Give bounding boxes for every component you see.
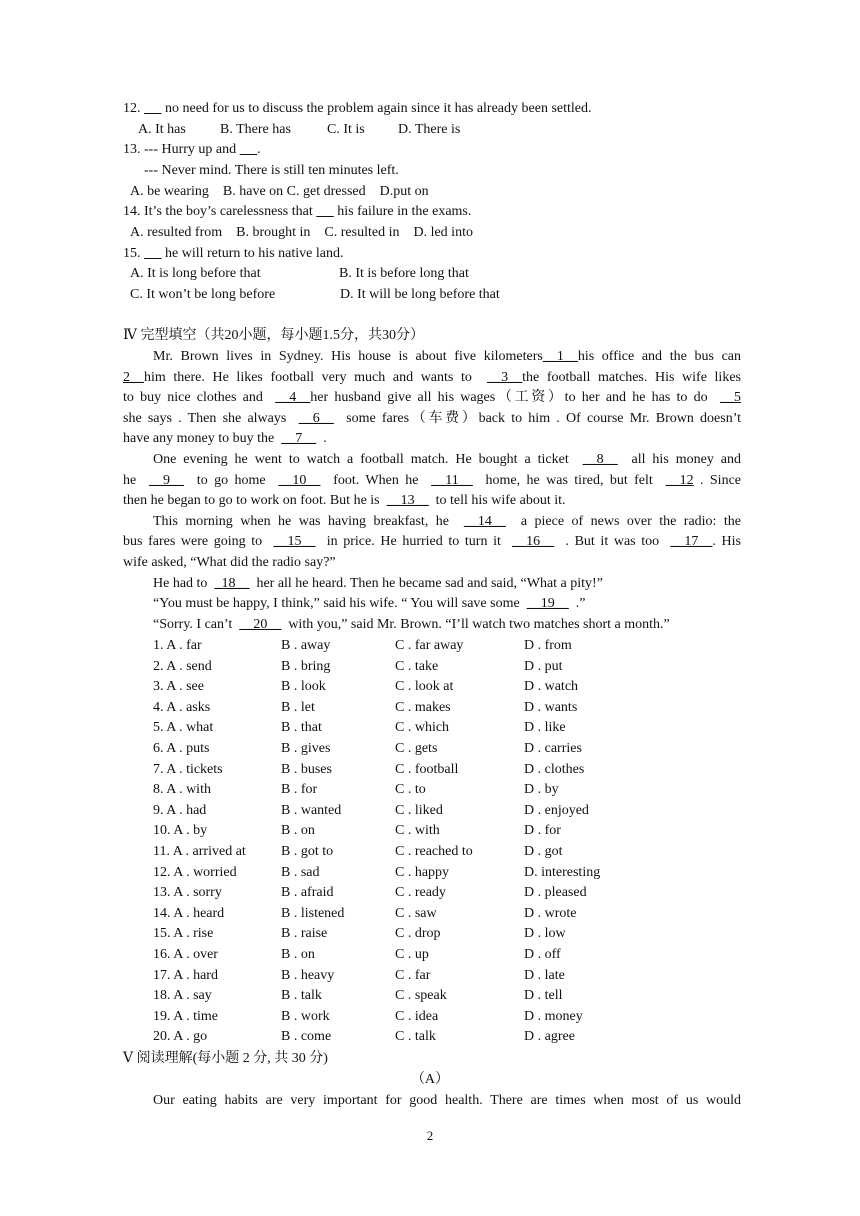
option-choice: 4. A . asks — [153, 700, 211, 715]
option-choice: 11. A . arrived at — [153, 844, 246, 859]
reading-first-line: Our eating habits are very important for good health. There are times when most of us would — [153, 1093, 741, 1108]
blank-number: __12 — [665, 473, 694, 488]
option-choice: B . listened — [281, 906, 345, 921]
option-choice: B . on — [281, 947, 315, 962]
option-choice: C . reached to — [395, 844, 473, 859]
option-choice: B . got to — [281, 844, 334, 859]
blank-number: __3__ — [487, 370, 523, 385]
passage-text: his office and the bus can — [577, 349, 741, 364]
passage-text: “You must be happy, I think,” said his wife. “ You will save some — [153, 596, 527, 611]
option-choice: 6. A . puts — [153, 741, 210, 756]
option-choice: C . speak — [395, 988, 447, 1003]
option-choice: B . look — [281, 679, 326, 694]
option-choice: D . low — [524, 926, 566, 941]
option-choice: B . for — [281, 782, 318, 797]
passage-text: then he began to go to work on foot. But he is — [123, 493, 387, 508]
passage-line — [123, 491, 741, 511]
option-choice: C . to — [395, 782, 426, 797]
option-choice: 2. A . send — [153, 659, 212, 674]
option-choice: 10. A . by — [153, 823, 208, 838]
passage-text: . His — [712, 534, 742, 549]
passage-text: him there. He likes football very much and wants to — [144, 370, 488, 385]
blank-number: __16__ — [512, 534, 555, 549]
option-choice: B . talk — [281, 988, 322, 1003]
option-choice: D . watch — [524, 679, 579, 694]
option-choice: D . money — [524, 1009, 583, 1024]
option-choice: 15. A . rise — [153, 926, 214, 941]
option-choice: B . bring — [281, 659, 331, 674]
option-choice: D . wants — [524, 700, 578, 715]
passage-text: He had to — [153, 576, 215, 591]
passage-text: a piece of news over the radio: the — [505, 514, 741, 529]
blank-number: __13__ — [386, 493, 429, 508]
option-choice: 13. A . sorry — [153, 885, 222, 900]
blank-number: __17__ — [670, 534, 713, 549]
option-choice: D . clothes — [524, 762, 585, 777]
option-choice: C . happy — [395, 865, 450, 880]
option-choice: D . enjoyed — [524, 803, 589, 818]
passage-line — [153, 512, 741, 532]
question-15-options-row1: A. It is long before that B. It is before long that — [130, 266, 469, 281]
question-12: 12. no need for us to discuss the problem again since it has already been settled. — [123, 101, 592, 116]
option-choice: 20. A . go — [153, 1029, 208, 1044]
page-number: 2 — [426, 1128, 434, 1143]
passage-text: Mr. Brown lives in Sydney. His house is about five kilometers — [153, 349, 543, 364]
option-choice: 8. A . with — [153, 782, 211, 797]
passage-line — [123, 388, 741, 408]
passage-line — [123, 532, 741, 552]
option-choice: C . look at — [395, 679, 454, 694]
blank-number: __4__ — [275, 390, 311, 405]
option-choice: 5. A . what — [153, 720, 214, 735]
option-row — [0, 986, 860, 1006]
reading-part-label: （A） — [410, 1072, 450, 1087]
passage-line — [153, 615, 741, 635]
option-row — [0, 945, 860, 965]
option-choice: D . from — [524, 638, 572, 653]
option-choice: C . football — [395, 762, 459, 777]
question-13: 13. --- Hurry up and . — [123, 142, 261, 157]
option-choice: D . for — [524, 823, 561, 838]
option-row — [0, 1007, 860, 1027]
option-choice: C . far away — [395, 638, 464, 653]
option-choice: D . late — [524, 968, 565, 983]
section-5-heading: Ⅴ 阅读理解(每小题 2 分, 共 30 分) — [123, 1051, 328, 1066]
option-choice: 14. A . heard — [153, 906, 225, 921]
option-choice: D . carries — [524, 741, 582, 756]
option-choice: D . put — [524, 659, 563, 674]
passage-text: all his money and — [617, 452, 741, 467]
question-13-reply: --- Never mind. There is still ten minutes left. — [144, 163, 399, 178]
option-choice: C . far — [395, 968, 431, 983]
passage-text: “Sorry. I can’t — [153, 617, 240, 632]
option-choice: B . afraid — [281, 885, 334, 900]
option-choice: C . idea — [395, 1009, 439, 1024]
option-choice: D . agree — [524, 1029, 575, 1044]
passage-text: foot. When he — [320, 473, 432, 488]
option-row — [0, 698, 860, 718]
option-choice: B . that — [281, 720, 322, 735]
option-choice: 1. A . far — [153, 638, 202, 653]
blank-number: __8__ — [582, 452, 618, 467]
option-row — [0, 842, 860, 862]
option-choice: B . let — [281, 700, 315, 715]
option-choice: 17. A . hard — [153, 968, 218, 983]
blank-number: __10__ — [278, 473, 321, 488]
option-choice: D . like — [524, 720, 566, 735]
option-row — [0, 760, 860, 780]
option-choice: B . wanted — [281, 803, 342, 818]
option-choice: C . ready — [395, 885, 446, 900]
blank-number: __11__ — [431, 473, 473, 488]
passage-line — [153, 347, 741, 367]
passage-text: the football matches. His wife likes — [522, 370, 741, 385]
passage-text: her all he heard. Then he became sad and said, “What a pity!” — [249, 576, 603, 591]
option-row — [0, 801, 860, 821]
passage-text: home, he was tired, but felt — [472, 473, 666, 488]
passage-text: to go home — [184, 473, 279, 488]
passage-text: bus fares were going to — [123, 534, 274, 549]
option-choice: 19. A . time — [153, 1009, 218, 1024]
question-12-options: A. It has B. There has C. It is D. There is — [138, 122, 461, 137]
option-choice: D . by — [524, 782, 559, 797]
option-choice: D . tell — [524, 988, 563, 1003]
option-choice: C . drop — [395, 926, 441, 941]
passage-line — [123, 429, 741, 449]
option-row — [0, 780, 860, 800]
blank-number: __19__ — [526, 596, 569, 611]
option-choice: D. interesting — [524, 865, 601, 880]
option-choice: C . liked — [395, 803, 443, 818]
option-choice: D . got — [524, 844, 563, 859]
option-row — [0, 1027, 860, 1047]
blank-number: __5 — [720, 390, 741, 405]
question-14-options: A. resulted from B. brought in C. resulted in D. led into — [130, 225, 473, 240]
option-choice: B . gives — [281, 741, 331, 756]
option-choice: C . which — [395, 720, 450, 735]
option-choice: C . up — [395, 947, 429, 962]
option-choice: 3. A . see — [153, 679, 204, 694]
question-13-options: A. be wearing B. have on C. get dressed D.put on — [130, 184, 429, 199]
option-row — [0, 966, 860, 986]
question-15: 15. he will return to his native land. — [123, 246, 344, 261]
option-choice: C . take — [395, 659, 439, 674]
option-choice: D . off — [524, 947, 561, 962]
passage-text: some fares（车费）back to him . Of course Mr. Brown doesn’t — [333, 411, 741, 426]
option-row — [0, 677, 860, 697]
option-choice: C . gets — [395, 741, 438, 756]
passage-line — [153, 594, 741, 614]
option-choice: B . raise — [281, 926, 328, 941]
option-choice: B . buses — [281, 762, 332, 777]
blank-number: __14__ — [463, 514, 506, 529]
option-choice: 18. A . say — [153, 988, 212, 1003]
option-choice: 7. A . tickets — [153, 762, 223, 777]
option-row — [0, 821, 860, 841]
passage-text: she says . Then she always — [123, 411, 299, 426]
option-row — [0, 883, 860, 903]
option-choice: 12. A . worried — [153, 865, 237, 880]
option-choice: B . on — [281, 823, 315, 838]
option-row — [0, 904, 860, 924]
option-choice: 16. A . over — [153, 947, 218, 962]
passage-text: to buy nice clothes and — [123, 390, 276, 405]
option-choice: B . work — [281, 1009, 330, 1024]
passage-text: he — [123, 473, 150, 488]
option-row — [0, 739, 860, 759]
option-row — [0, 657, 860, 677]
passage-text: with you,” said Mr. Brown. “I’ll watch two matches short a month.” — [281, 617, 670, 632]
passage-text: This morning when he was having breakfast, he — [153, 514, 464, 529]
blank-number: __1__ — [542, 349, 578, 364]
passage-text: One evening he went to watch a football match. He bought a ticket — [153, 452, 583, 467]
passage-line — [153, 450, 741, 470]
passage-line — [153, 574, 741, 594]
passage-line — [123, 409, 741, 429]
section-4-heading: Ⅳ 完型填空（共20小题，每小题1.5分，共30分） — [123, 328, 424, 343]
question-14: 14. It’s the boy’s carelessness that his failure in the exams. — [123, 204, 472, 219]
passage-text: . Since — [693, 473, 741, 488]
passage-line — [123, 368, 741, 388]
blank-number: __9__ — [149, 473, 185, 488]
option-row — [0, 924, 860, 944]
option-choice: D . wrote — [524, 906, 577, 921]
blank-number: _18__ — [214, 576, 250, 591]
option-choice: 9. A . had — [153, 803, 207, 818]
option-choice: C . saw — [395, 906, 437, 921]
option-choice: B . sad — [281, 865, 320, 880]
passage-text: to tell his wife about it. — [428, 493, 566, 508]
passage-text: . But it was too — [554, 534, 671, 549]
option-row — [0, 863, 860, 883]
option-choice: C . makes — [395, 700, 451, 715]
question-15-options-row2: C. It won’t be long before D. It will be long before that — [130, 287, 500, 302]
option-choice: C . with — [395, 823, 440, 838]
blank-number: __6__ — [298, 411, 334, 426]
option-choice: C . talk — [395, 1029, 436, 1044]
passage-line — [123, 471, 741, 491]
passage-line — [123, 553, 741, 573]
blank-number: 2__ — [123, 370, 144, 385]
passage-text: her husband give all his wages（工资）to her and he has to do — [310, 390, 720, 405]
option-row — [0, 718, 860, 738]
blank-number: __20__ — [239, 617, 282, 632]
option-choice: B . come — [281, 1029, 332, 1044]
blank-number: __15__ — [273, 534, 316, 549]
passage-text: . — [316, 431, 327, 446]
passage-text: .” — [568, 596, 586, 611]
option-choice: B . away — [281, 638, 331, 653]
passage-text: wife asked, “What did the radio say?” — [123, 555, 336, 570]
option-row — [0, 636, 860, 656]
passage-text: in price. He hurried to turn it — [315, 534, 513, 549]
blank-number: __7__ — [281, 431, 317, 446]
option-choice: B . heavy — [281, 968, 335, 983]
option-choice: D . pleased — [524, 885, 587, 900]
passage-text: have any money to buy the — [123, 431, 282, 446]
